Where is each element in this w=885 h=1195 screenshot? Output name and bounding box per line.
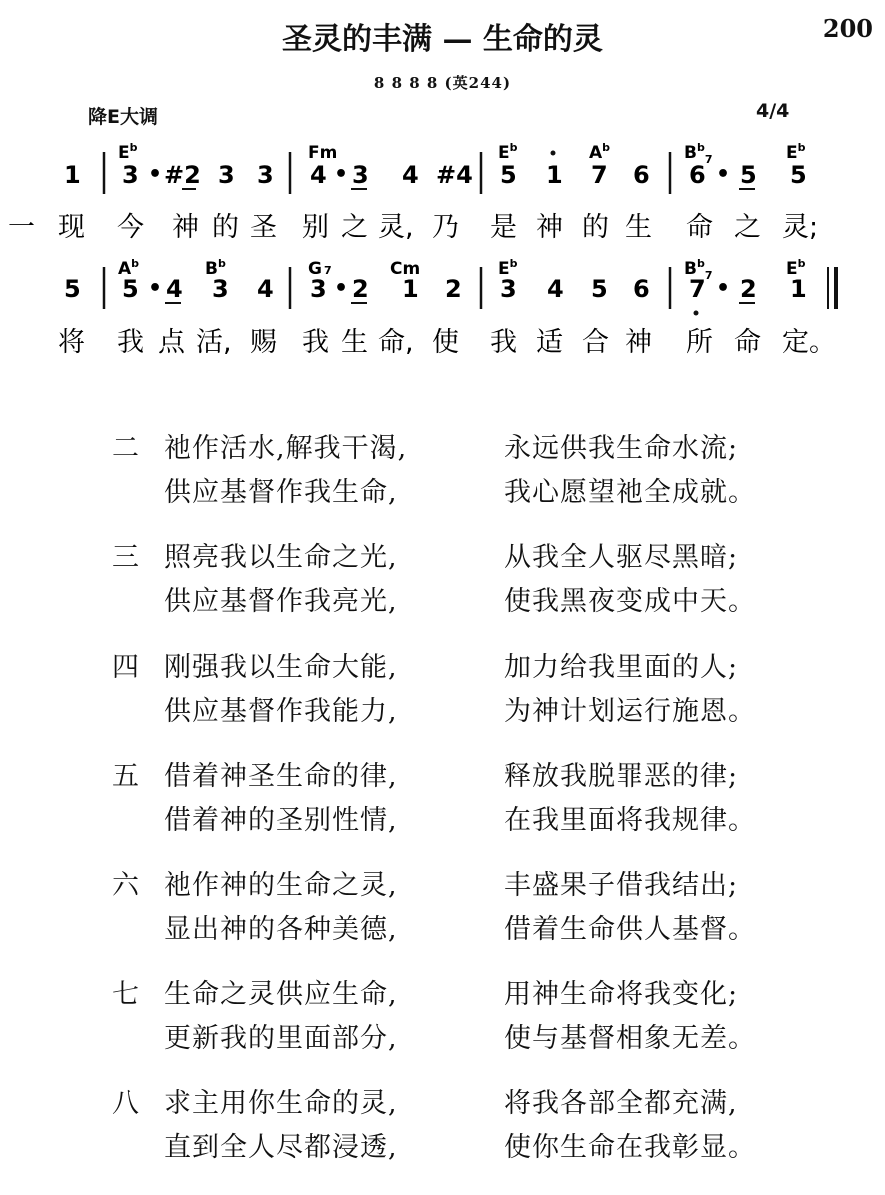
- lyric: 我: [490, 327, 517, 358]
- verse-text-left: 供应基督作我能力,: [164, 696, 398, 727]
- lyric: 之: [341, 212, 368, 243]
- verse-text-right: 用神生命将我变化;: [504, 979, 739, 1010]
- verse-text-left: 生命之灵供应生命,: [164, 979, 398, 1010]
- verse-text-right: 为神计划运行施恩。: [504, 696, 756, 727]
- lyric: 所: [686, 327, 713, 358]
- note: 4: [166, 275, 183, 303]
- note: 1: [64, 161, 81, 189]
- verse-line: [112, 689, 812, 733]
- verse-line: [112, 426, 812, 470]
- verse-text-right: 加力给我里面的人;: [504, 652, 739, 683]
- note: 3: [500, 275, 517, 303]
- note: 4: [310, 161, 327, 189]
- verse-line: [112, 907, 812, 951]
- chord: $E^b$: [498, 141, 518, 163]
- note: 1: [790, 275, 807, 303]
- note: 4: [257, 275, 274, 303]
- octave-dot: [694, 311, 699, 316]
- verse-text-right: 从我全人驱尽黑暗;: [504, 542, 739, 573]
- verse-number: 三: [112, 542, 139, 573]
- note: 3: [122, 161, 139, 189]
- note: 3: [218, 161, 235, 189]
- lyric: 适: [536, 327, 563, 358]
- note: 5: [591, 275, 608, 303]
- chord: Fm: [308, 143, 338, 163]
- note: 6: [633, 275, 650, 303]
- verse-number: 五: [112, 761, 139, 792]
- note-dot: •: [148, 162, 163, 187]
- verse-number: 四: [112, 652, 139, 683]
- verse-line: [112, 470, 812, 514]
- chord: $E^b$: [118, 141, 138, 163]
- chord: $B^b_7$: [684, 141, 713, 166]
- lyric: 是: [490, 212, 517, 243]
- note: 7: [591, 161, 608, 189]
- lyric: 圣: [250, 212, 277, 243]
- music-score: [0, 0, 885, 420]
- verse-text-left: 供应基督作我生命,: [164, 477, 398, 508]
- note: 3: [212, 275, 229, 303]
- verse-text-right: 使你生命在我彰显。: [504, 1132, 756, 1163]
- verse-text-right: 借着生命供人基督。: [504, 914, 756, 945]
- note: 2: [445, 275, 462, 303]
- lyric: 合: [582, 327, 609, 358]
- lyric: 我: [302, 327, 329, 358]
- note-dot: •: [148, 276, 163, 301]
- note: 5: [122, 275, 139, 303]
- lyric: 神: [625, 327, 652, 358]
- time-signature: 4/4: [756, 100, 790, 122]
- verse-8: [112, 1081, 812, 1169]
- chord: G 7: [308, 259, 332, 279]
- verse-number: 七: [112, 979, 139, 1010]
- lyric: 现: [58, 212, 85, 243]
- note-dot: •: [716, 162, 731, 187]
- verse-line: [112, 645, 812, 689]
- verse-text-right: 释放我脱罪恶的律;: [504, 761, 739, 792]
- verse-text-left: 供应基督作我亮光,: [164, 586, 398, 617]
- verse-text-right: 使我黑夜变成中天。: [504, 586, 756, 617]
- chord: Cm: [390, 259, 421, 279]
- hymn-number: 200: [822, 14, 873, 43]
- note: 5: [500, 161, 517, 189]
- note: 5: [740, 161, 757, 189]
- hymn-meter: 8 8 8 8 (英244): [373, 74, 512, 92]
- note: 2: [740, 275, 757, 303]
- verse-line: [112, 579, 812, 623]
- note: 5: [790, 161, 807, 189]
- chord: $E^b$: [786, 141, 806, 163]
- lyric: 之: [734, 212, 761, 243]
- lyric: 定。: [782, 327, 836, 358]
- lyric: 赐: [250, 327, 277, 358]
- lyric: 生: [341, 327, 368, 358]
- note: 2: [352, 275, 369, 303]
- lyric: 我: [117, 327, 144, 358]
- lyric: 神: [536, 212, 563, 243]
- verse-number: 六: [112, 870, 139, 901]
- verse-text-right: 丰盛果子借我结出;: [504, 870, 739, 901]
- verse-line: [112, 1081, 812, 1125]
- note: 1: [546, 161, 563, 189]
- note-dot: •: [334, 162, 349, 187]
- note: 3: [310, 275, 327, 303]
- note: #2: [164, 161, 201, 189]
- chord: $B^b_7$: [684, 257, 713, 282]
- verse-line: [112, 798, 812, 842]
- verse-text-left: 借着神的圣别性情,: [164, 805, 398, 836]
- lyric: 今: [117, 212, 144, 243]
- verse-3: [112, 535, 812, 623]
- lyric: 活,: [196, 327, 232, 358]
- lyric: 命: [686, 212, 713, 243]
- verse-text-left: 借着神圣生命的律,: [164, 761, 398, 792]
- lyric: 乃: [432, 212, 459, 243]
- octave-dot: [551, 151, 556, 156]
- lyric: 生: [625, 212, 652, 243]
- chord: $A^b$: [589, 141, 611, 163]
- chord: $E^b$: [498, 257, 518, 279]
- verse-text-left: 求主用你生命的灵,: [164, 1088, 398, 1119]
- verse-line: [112, 754, 812, 798]
- verse-text-right: 我心愿望祂全成就。: [504, 477, 756, 508]
- verse-line: [112, 535, 812, 579]
- hymn-title: 圣灵的丰满 — 生命的灵: [282, 22, 603, 57]
- lyric: 一: [8, 212, 35, 243]
- verse-text-left: 更新我的里面部分,: [164, 1023, 398, 1054]
- lyric: 灵,: [378, 212, 414, 243]
- verse-text-left: 直到全人尽都浸透,: [164, 1132, 398, 1163]
- verse-text-left: 刚强我以生命大能,: [164, 652, 398, 683]
- lyric: 神: [172, 212, 199, 243]
- verse-6: [112, 863, 812, 951]
- lyric: 命,: [378, 327, 414, 358]
- lyric: 命: [734, 327, 761, 358]
- note: 4: [402, 161, 419, 189]
- chord: $A^b$: [118, 257, 140, 279]
- note: 3: [352, 161, 369, 189]
- note: 7: [689, 275, 706, 303]
- verse-4: [112, 645, 812, 733]
- verse-text-left: 祂作神的生命之灵,: [164, 870, 398, 901]
- verse-text-left: 祂作活水,解我干渴,: [164, 433, 408, 464]
- chord: $E^b$: [786, 257, 806, 279]
- note-dot: •: [716, 276, 731, 301]
- lyric: 点: [158, 327, 185, 358]
- verse-7: [112, 972, 812, 1060]
- verse-text-right: 将我各部全都充满,: [504, 1088, 738, 1119]
- verse-2: [112, 426, 812, 514]
- verse-line: [112, 972, 812, 1016]
- verse-text-left: 显出神的各种美德,: [164, 914, 398, 945]
- note: 5: [64, 275, 81, 303]
- lyric: 的: [212, 212, 239, 243]
- verse-text-right: 永远供我生命水流;: [504, 433, 739, 464]
- verse-text-right: 使与基督相象无差。: [504, 1023, 756, 1054]
- note: 6: [689, 161, 706, 189]
- lyric: 使: [432, 327, 459, 358]
- verse-line: [112, 863, 812, 907]
- note-dot: •: [334, 276, 349, 301]
- note: #4: [436, 161, 473, 189]
- note: 4: [547, 275, 564, 303]
- verse-line: [112, 1016, 812, 1060]
- lyric: 将: [58, 327, 85, 358]
- verse-5: [112, 754, 812, 842]
- note: 1: [402, 275, 419, 303]
- verse-line: [112, 1125, 812, 1169]
- lyric: 别: [302, 212, 329, 243]
- key-signature: 降E大调: [88, 106, 158, 128]
- chord: $B^b$: [205, 257, 226, 279]
- verse-number: 二: [112, 433, 139, 464]
- verse-text-right: 在我里面将我规律。: [504, 805, 756, 836]
- verse-text-left: 照亮我以生命之光,: [164, 542, 398, 573]
- note: 3: [257, 161, 274, 189]
- lyric: 灵;: [782, 212, 819, 243]
- note: 6: [633, 161, 650, 189]
- lyric: 的: [582, 212, 609, 243]
- verse-number: 八: [112, 1088, 139, 1119]
